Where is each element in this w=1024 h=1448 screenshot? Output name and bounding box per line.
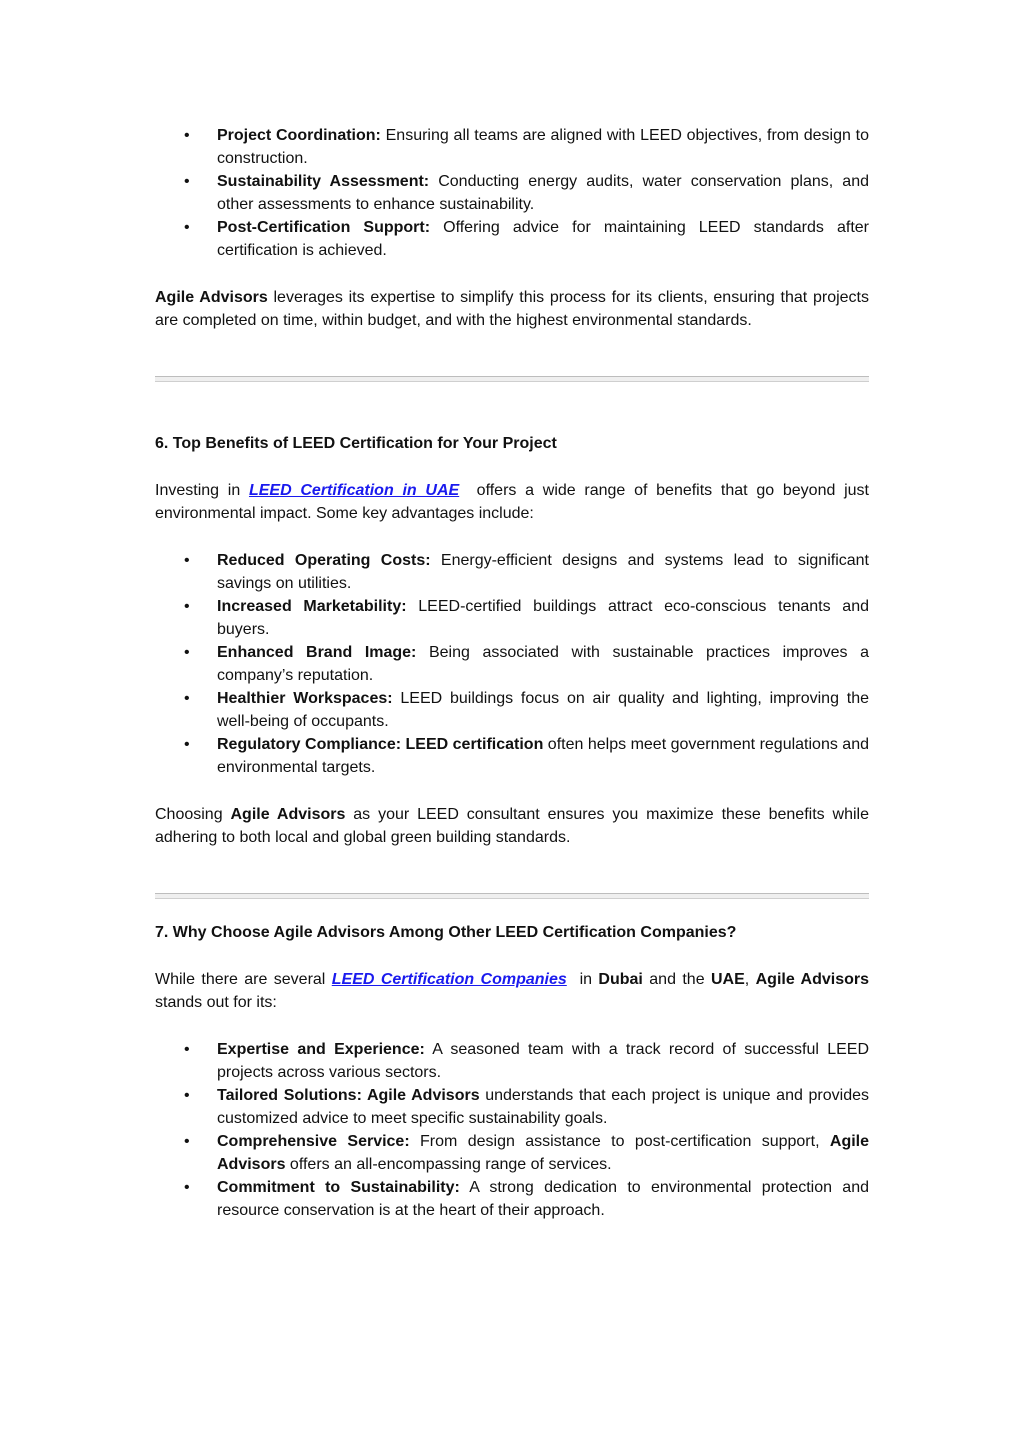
bullet-icon: •: [184, 1179, 190, 1196]
list-item: • Reduced Operating Costs: Energy-efficient designs and systems lead to significant savings on utilities.: [155, 549, 869, 595]
section-6-heading: 6. Top Benefits of LEED Certification for Your Project: [155, 435, 557, 452]
leed-certification-uae-link[interactable]: LEED Certification in UAE: [248, 482, 460, 499]
section-divider: [155, 893, 869, 899]
bullet-icon: •: [184, 127, 190, 144]
bullet-icon: •: [184, 1041, 190, 1058]
bullet-icon: •: [184, 173, 190, 190]
bullet-icon: •: [184, 736, 190, 753]
list-item: • Regulatory Compliance: LEED certification often helps meet government regulations and environmental targets.: [155, 733, 869, 779]
list-item: • Comprehensive Service: From design assistance to post-certification support, Agile Advisors offers an all-encompassing range of services.: [155, 1130, 869, 1176]
list-item: • Tailored Solutions: Agile Advisors understands that each project is unique and provides customized advice to meet specific sustainability goals.: [155, 1084, 869, 1130]
section-6-closing: Choosing Agile Advisors as your LEED consultant ensures you maximize these benefits while adhering to both local and global green building standards.: [155, 806, 870, 846]
list-item: • Expertise and Experience: A seasoned team with a track record of successful LEED projects across various sectors.: [155, 1038, 869, 1084]
benefits-list: [155, 549, 869, 779]
bullet-icon: •: [184, 690, 190, 707]
list-item: • Project Coordination: Ensuring all teams are aligned with LEED objectives, from design to construction.: [155, 124, 869, 170]
section-6-intro: Investing in LEED Certification in UAE offers a wide range of benefits that go beyond just environmental impact. Some key advantages include:: [155, 482, 874, 522]
list-item: • Healthier Workspaces: LEED buildings focus on air quality and lighting, improving the well-being of occupants.: [155, 687, 869, 733]
list-item: • Commitment to Sustainability: A strong dedication to environmental protection and resource conservation is at the heart of their approach.: [155, 1176, 869, 1222]
bullet-icon: •: [184, 552, 190, 569]
bullet-icon: •: [184, 1087, 190, 1104]
list-item: • Post-Certification Support: Offering advice for maintaining LEED standards after certification is achieved.: [155, 216, 869, 262]
list-item: • Sustainability Assessment: Conducting energy audits, water conservation plans, and other assessments to enhance sustainability.: [155, 170, 869, 216]
bullet-icon: •: [184, 598, 190, 615]
list-item: • Enhanced Brand Image: Being associated with sustainable practices improves a company’s reputation.: [155, 641, 869, 687]
leed-certification-companies-link[interactable]: LEED Certification Companies: [331, 971, 567, 988]
services-list: [155, 124, 869, 262]
reasons-list: [155, 1038, 869, 1222]
bullet-icon: •: [184, 219, 190, 236]
list-item: • Increased Marketability: LEED-certified buildings attract eco-conscious tenants and buyers.: [155, 595, 869, 641]
section-divider: [155, 376, 869, 382]
bullet-icon: •: [184, 1133, 190, 1150]
section-7-heading: 7. Why Choose Agile Advisors Among Other LEED Certification Companies?: [155, 924, 737, 941]
document-page: [155, 124, 874, 1222]
bullet-icon: •: [184, 644, 190, 661]
agile-advisors-paragraph: Agile Advisors leverages its expertise to simplify this process for its clients, ensuring that projects are completed on time, within budget, and with the highest environmental standards.: [155, 289, 869, 329]
section-7-intro: While there are several LEED Certification Companies in Dubai and the UAE, Agile Advisors stands out for its:: [155, 971, 869, 1011]
